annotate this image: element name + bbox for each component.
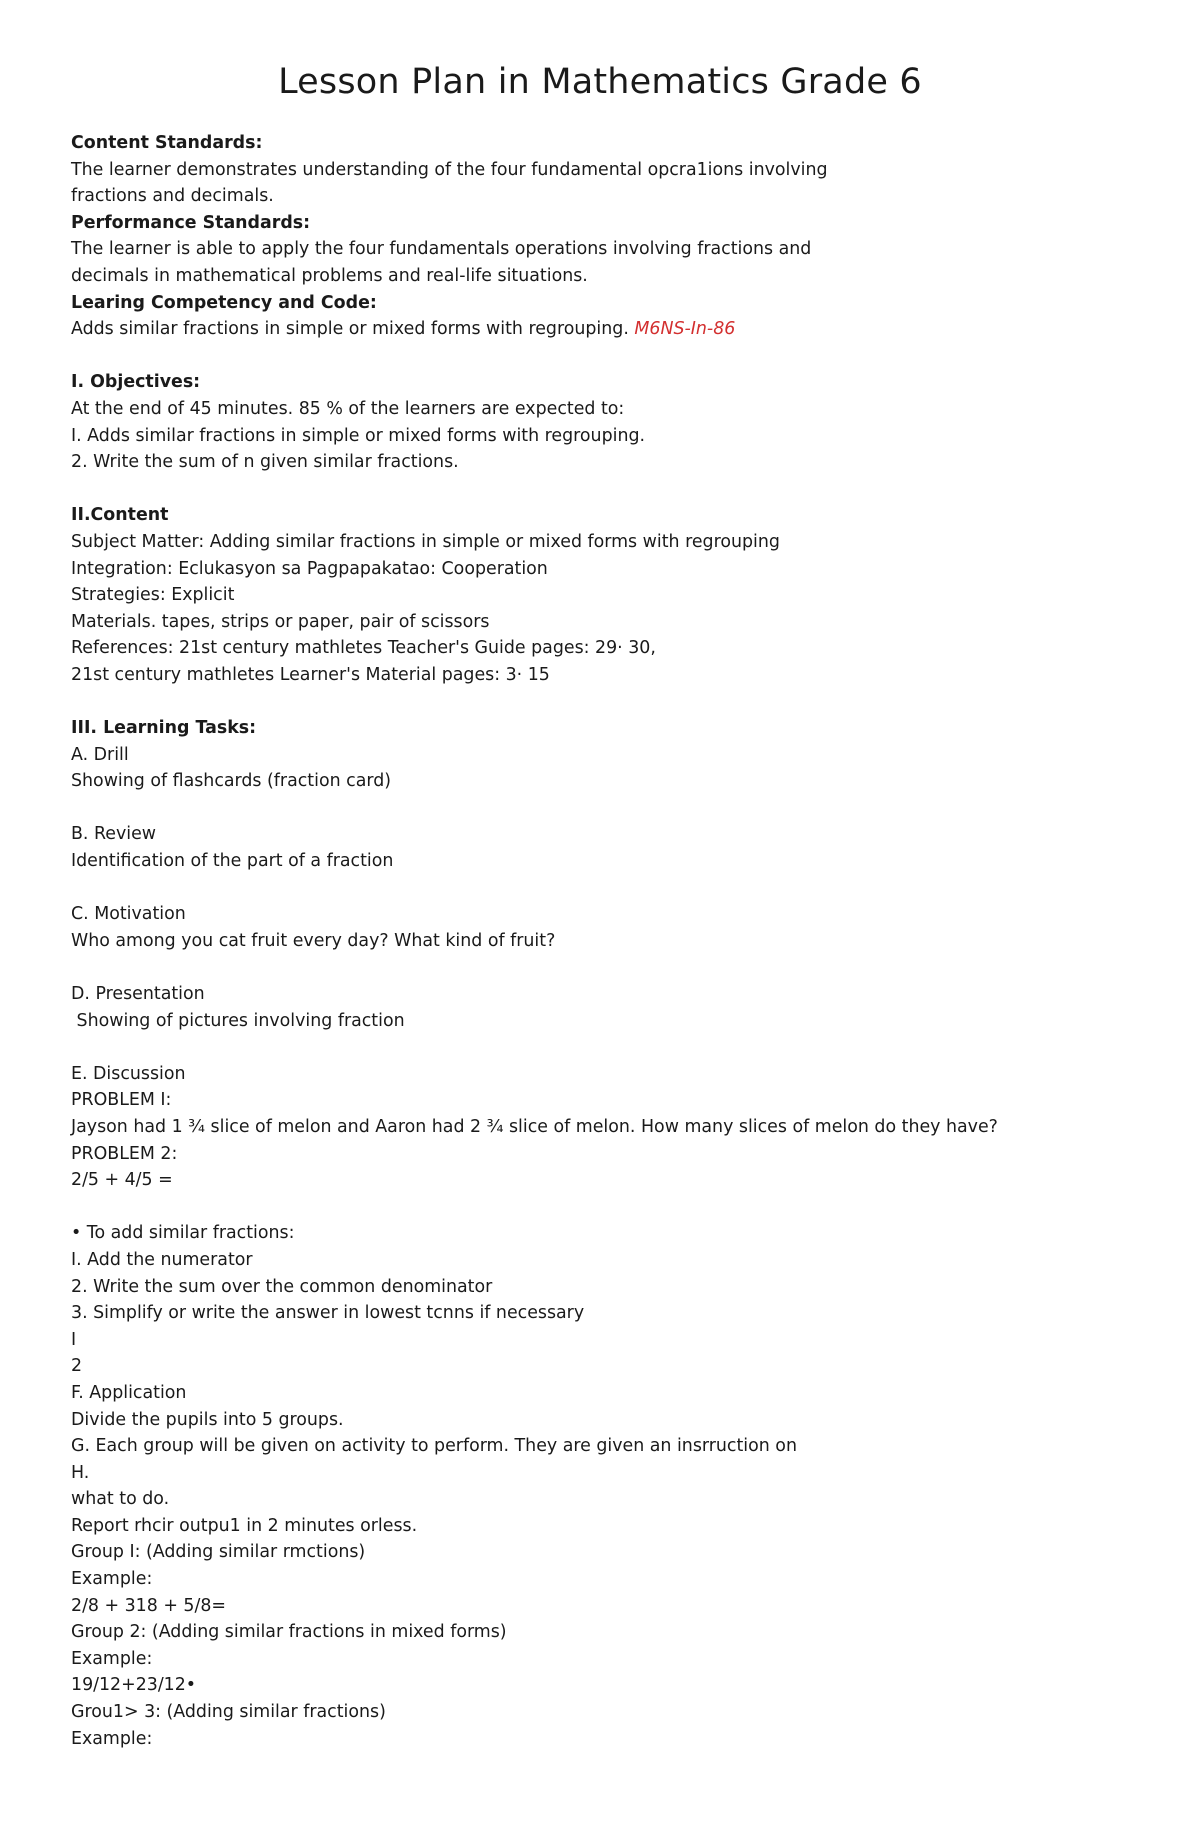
example-label: Example:	[71, 1569, 153, 1590]
performance-standards-line: decimals in mathematical problems and real-life situations.	[71, 265, 588, 286]
spacer	[71, 1194, 1151, 1221]
content-line: 21st century mathletes Learner's Material pages: 3· 15	[71, 664, 550, 685]
steps-line: I	[71, 1329, 77, 1350]
spacer	[71, 875, 1151, 902]
discussion-line: PROBLEM I:	[71, 1090, 172, 1111]
objectives-line: I. Adds similar fractions in simple or mixed forms with regrouping.	[71, 425, 646, 446]
content-line: Strategies: Explicit	[71, 585, 235, 606]
document-body	[71, 130, 1151, 1752]
performance-standards-heading: Performance Standards:	[71, 212, 311, 233]
content-standards-line: fractions and decimals.	[71, 186, 274, 207]
motivation-text: Who among you cat fruit every day? What kind of fruit?	[71, 930, 556, 951]
group-3-line: Grou1> 3: (Adding similar fractions)	[71, 1702, 386, 1723]
competency-line	[71, 316, 1151, 343]
performance-standards-line: The learner is able to apply the four fundamentals operations involving fractions and	[71, 239, 812, 260]
spacer	[71, 954, 1151, 981]
steps-line: 2	[71, 1356, 83, 1377]
steps-line: what to do.	[71, 1489, 170, 1510]
content-line: Subject Matter: Adding similar fractions in simple or mixed forms with regrouping	[71, 531, 780, 552]
presentation-text: Showing of pictures involving fraction	[71, 1010, 405, 1031]
example-label: Example:	[71, 1728, 153, 1749]
spacer	[71, 1034, 1151, 1061]
content-standards-line: The learner demonstrates understanding of the four fundamental opcra1ions involving	[71, 159, 828, 180]
review-text: Identification of the part of a fraction	[71, 851, 394, 872]
discussion-label: E. Discussion	[71, 1063, 186, 1084]
presentation-label: D. Presentation	[71, 984, 205, 1004]
drill-text: Showing of flashcards (fraction card)	[71, 771, 392, 792]
discussion-line: PROBLEM 2:	[71, 1143, 178, 1164]
competency-text: Adds similar fractions in simple or mixed forms with regrouping.	[71, 319, 629, 340]
steps-line: I. Add the numerator	[71, 1249, 253, 1270]
review-label: B. Review	[71, 824, 157, 845]
steps-line: H.	[71, 1462, 90, 1483]
motivation-label: C. Motivation	[71, 904, 186, 925]
competency-code: M6NS-In-86	[634, 319, 736, 340]
competency-heading: Learing Competency and Code:	[71, 292, 377, 313]
content-line: Materials. tapes, strips or paper, pair of scissors	[71, 611, 490, 632]
example-line: 2/8 + 318 + 5/8=	[71, 1595, 226, 1616]
discussion-line: 2/5 + 4/5 =	[71, 1170, 173, 1191]
spacer	[71, 343, 1151, 370]
objectives-line: 2. Write the sum of n given similar fractions.	[71, 452, 459, 473]
spacer	[71, 688, 1151, 715]
content-line: Integration: Eclukasyon sa Pagpapakatao: Cooperation	[71, 558, 548, 579]
discussion-line: Jayson had 1 ¾ slice of melon and Aaron had 2 ¾ slice of melon. How many slices of melon do they have?	[71, 1116, 998, 1137]
page-title: Lesson Plan in Mathematics Grade 6	[278, 62, 922, 102]
content-heading: II.Content	[71, 505, 169, 526]
example-label: Example:	[71, 1648, 153, 1669]
steps-line: • To add similar fractions:	[71, 1223, 295, 1244]
content-standards-heading: Content Standards:	[71, 133, 263, 153]
objectives-line: At the end of 45 minutes. 85 % of the learners are expected to:	[71, 398, 625, 419]
learning-tasks-heading: III. Learning Tasks:	[71, 718, 257, 739]
steps-line: Divide the pupils into 5 groups.	[71, 1409, 344, 1430]
group-2-line: Group 2: (Adding similar fractions in mixed forms)	[71, 1622, 507, 1643]
steps-line: 3. Simplify or write the answer in lowest tcnns if necessary	[71, 1303, 585, 1324]
steps-line: G. Each group will be given on activity to perform. They are given an insrruction on	[71, 1436, 797, 1457]
example-line: 19/12+23/12•	[71, 1675, 197, 1696]
group-1-line: Group I: (Adding similar rmctions)	[71, 1542, 366, 1563]
drill-label: A. Drill	[71, 744, 129, 765]
steps-line: Report rhcir outpu1 in 2 minutes orless.	[71, 1515, 418, 1536]
application-label: F. Application	[71, 1382, 187, 1403]
objectives-heading: I. Objectives:	[71, 372, 201, 393]
content-line: References: 21st century mathletes Teacher's Guide pages: 29· 30,	[71, 638, 656, 659]
steps-line: 2. Write the sum over the common denominator	[71, 1276, 493, 1297]
spacer	[71, 476, 1151, 503]
spacer	[71, 795, 1151, 822]
